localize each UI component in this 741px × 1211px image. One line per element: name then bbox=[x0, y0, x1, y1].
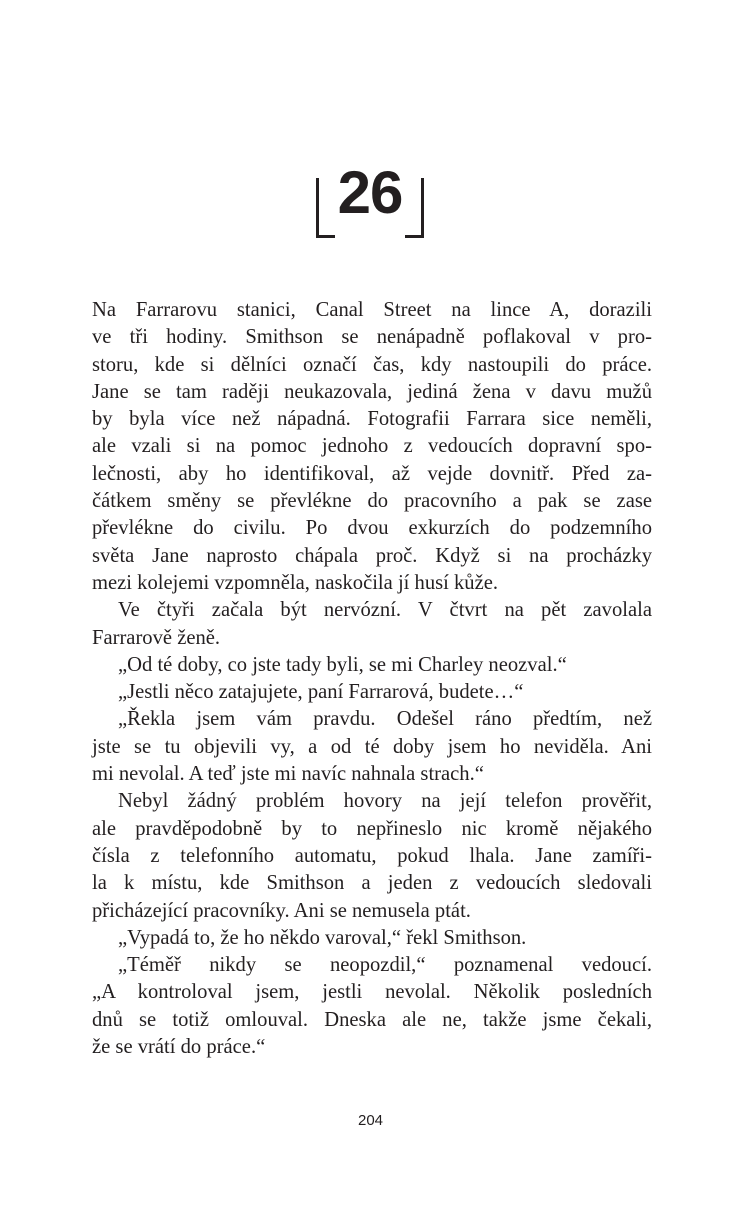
text-line: Farrarově ženě. bbox=[92, 626, 221, 649]
text-line: ve tři hodiny. Smithson se nenápadně poflakoval v pro- bbox=[92, 326, 652, 349]
text-line: ale vzali si na pomoc jednoho z vedoucích dopravní spo- bbox=[92, 435, 652, 458]
body-text bbox=[92, 297, 652, 1061]
page-number: 204 bbox=[357, 1112, 384, 1129]
text-line: by byla více než nápadná. Fotografii Farrara sice neměli, bbox=[92, 408, 652, 431]
text-line: „Téměř nikdy se neopozdil,“ poznamenal vedoucí. bbox=[118, 954, 652, 977]
text-line: čátkem směny se převlékne do pracovního a pak se zase bbox=[92, 490, 652, 513]
text-line: čísla z telefonního automatu, pokud lhala. Jane zamíři- bbox=[92, 844, 652, 867]
text-line: že se vrátí do práce.“ bbox=[92, 1036, 266, 1059]
text-line: „Od té doby, co jste tady byli, se mi Charley neozval.“ bbox=[118, 653, 567, 676]
chapter-heading bbox=[316, 159, 424, 238]
text-line: Na Farrarovu stanici, Canal Street na lince A, dorazili bbox=[92, 299, 652, 321]
text-line: lečnosti, aby ho identifikoval, až vejde dovnitř. Před za- bbox=[92, 462, 652, 485]
text-line: „A kontroloval jsem, jestli nevolal. Několik posledních bbox=[92, 981, 652, 1004]
text-line: Ve čtyři začala být nervózní. V čtvrt na pět zavolala bbox=[118, 599, 652, 622]
text-line: převlékne do civilu. Po dvou exkurzích do podzemního bbox=[92, 517, 652, 540]
text-line: la k místu, kde Smithson a jeden z vedoucích sledovali bbox=[92, 872, 652, 895]
text-line: přicházející pracovníky. Ani se nemusela ptát. bbox=[92, 899, 471, 922]
text-line: ale pravděpodobně by to nepřineslo nic kromě nějakého bbox=[92, 817, 652, 840]
text-line: jste se tu objevili vy, a od té doby jsem ho neviděla. Ani bbox=[92, 735, 652, 758]
text-line: Nebyl žádný problém hovory na její telefon prověřit, bbox=[118, 790, 652, 813]
text-line: „Vypadá to, že ho někdo varoval,“ řekl Smithson. bbox=[118, 926, 527, 949]
text-line: mi nevolal. A teď jste mi navíc nahnala strach.“ bbox=[92, 763, 484, 786]
text-line: „Jestli něco zatajujete, paní Farrarová, budete…“ bbox=[118, 681, 524, 704]
text-line: „Řekla jsem vám pravdu. Odešel ráno předtím, než bbox=[118, 708, 652, 731]
chapter-number: 26 bbox=[337, 159, 403, 226]
chapter-bracket-gap bbox=[335, 235, 405, 238]
text-line: mezi kolejemi vzpomněla, naskočila jí husí kůže. bbox=[92, 571, 499, 594]
text-line: Jane se tam raději neukazovala, jediná žena v davu mužů bbox=[92, 380, 652, 403]
text-line: dnů se totiž omlouval. Dneska ale ne, takže jsme čekali, bbox=[92, 1008, 652, 1031]
text-line: světa Jane naprosto chápala proč. Když si na procházky bbox=[92, 544, 652, 567]
text-line: storu, kde si dělníci označí čas, kdy nastoupili do práce. bbox=[92, 353, 652, 376]
